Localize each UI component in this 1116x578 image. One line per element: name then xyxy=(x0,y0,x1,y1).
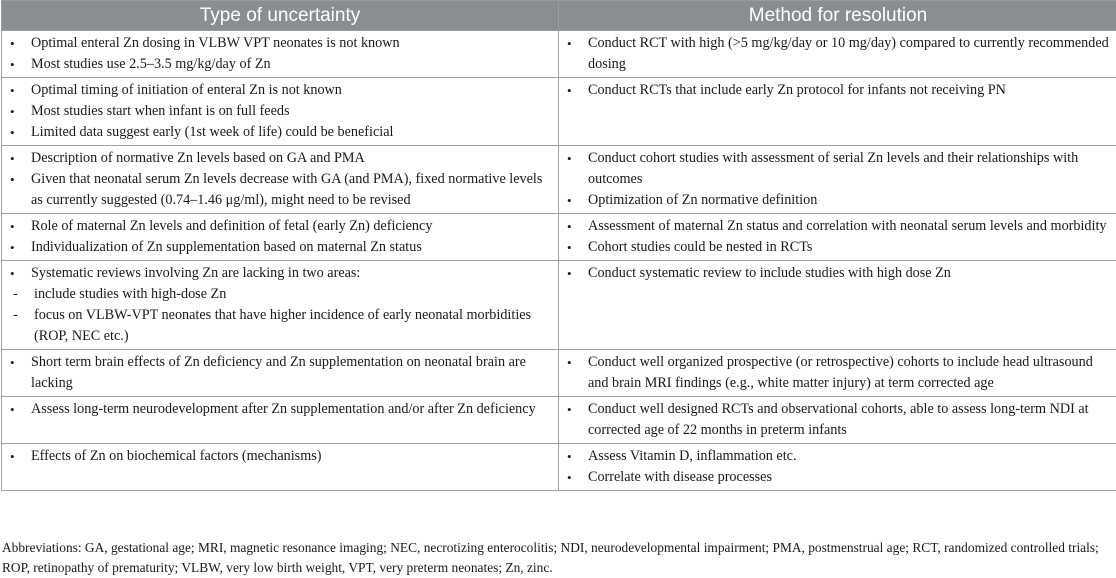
bullet-item: • Individualization of Zn supplementation based on maternal Zn status xyxy=(8,237,552,258)
bullet-item: • Most studies use 2.5–3.5 mg/kg/day of Zn xyxy=(8,54,552,75)
bullet-list xyxy=(8,352,552,394)
bullet-item: • Assessment of maternal Zn status and correlation with neonatal serum levels and morbidity xyxy=(565,216,1111,237)
bullet-item: • Assess long-term neurodevelopment after Zn supplementation and/or after Zn deficiency xyxy=(8,399,552,420)
header-method-for-resolution: Method for resolution xyxy=(559,1,1116,31)
bullet-item: • Most studies start when infant is on full feeds xyxy=(8,101,552,122)
table-row xyxy=(2,397,1116,444)
table-body xyxy=(2,31,1116,491)
resolution-cell xyxy=(559,261,1116,350)
bullet-item: • Conduct well designed RCTs and observational cohorts, able to assess long-term NDI at corrected age of 22 months in preterm infants xyxy=(565,399,1111,441)
bullet-list xyxy=(8,148,552,211)
bullet-list xyxy=(565,399,1111,441)
bullet-item: • Effects of Zn on biochemical factors (mechanisms) xyxy=(8,446,552,467)
resolution-cell xyxy=(559,146,1116,214)
table-row xyxy=(2,78,1116,146)
uncertainty-cell xyxy=(2,261,559,350)
bullet-item: • Conduct cohort studies with assessment of serial Zn levels and their relationships with outcomes xyxy=(565,148,1111,190)
table-row xyxy=(2,444,1116,491)
resolution-cell xyxy=(559,397,1116,444)
resolution-cell xyxy=(559,214,1116,261)
uncertainty-cell xyxy=(2,146,559,214)
header-type-of-uncertainty: Type of uncertainty xyxy=(2,1,559,31)
table-row xyxy=(2,146,1116,214)
bullet-list xyxy=(565,80,1111,101)
resolution-cell xyxy=(559,350,1116,397)
bullet-item: • Optimization of Zn normative definition xyxy=(565,190,1111,211)
bullet-item: • Conduct RCTs that include early Zn protocol for infants not receiving PN xyxy=(565,80,1111,101)
bullet-list xyxy=(565,352,1111,394)
uncertainty-cell xyxy=(2,350,559,397)
bullet-item: • Conduct RCT with high (>5 mg/kg/day or 10 mg/day) compared to currently recommended dosing xyxy=(565,33,1111,75)
resolution-cell xyxy=(559,31,1116,78)
uncertainty-cell xyxy=(2,397,559,444)
resolution-cell xyxy=(559,444,1116,491)
bullet-list xyxy=(565,446,1111,488)
abbreviations-footnote: Abbreviations: GA, gestational age; MRI, magnetic resonance imaging; NEC, necrotizing enterocolitis; NDI, neurodevelopmental impairment; PMA, postmenstrual age; RCT, randomized controlled trials; ROP, retinopathy of prematurity; VLBW, very low birth weight, VPT, very preterm neonates; Zn, zinc. xyxy=(2,538,1114,578)
bullet-list xyxy=(8,263,552,284)
uncertainty-table xyxy=(1,0,1116,491)
bullet-list xyxy=(8,80,552,143)
dash-item: - include studies with high-dose Zn xyxy=(8,284,552,305)
table-row xyxy=(2,350,1116,397)
uncertainty-cell xyxy=(2,214,559,261)
bullet-item: • Conduct systematic review to include studies with high dose Zn xyxy=(565,263,1111,284)
table-row xyxy=(2,261,1116,350)
bullet-item: • Optimal enteral Zn dosing in VLBW VPT neonates is not known xyxy=(8,33,552,54)
bullet-list xyxy=(8,216,552,258)
bullet-item: • Description of normative Zn levels based on GA and PMA xyxy=(8,148,552,169)
bullet-list xyxy=(8,399,552,420)
bullet-item: • Systematic reviews involving Zn are lacking in two areas: xyxy=(8,263,552,284)
bullet-list xyxy=(8,446,552,467)
bullet-list xyxy=(565,33,1111,75)
bullet-item: • Given that neonatal serum Zn levels decrease with GA (and PMA), fixed normative levels as currently suggested (0.74–1.46 μg/ml), might need to be revised xyxy=(8,169,552,211)
bullet-list xyxy=(565,148,1111,211)
bullet-item: • Cohort studies could be nested in RCTs xyxy=(565,237,1111,258)
bullet-item: • Optimal timing of initiation of enteral Zn is not known xyxy=(8,80,552,101)
dash-item: - focus on VLBW-VPT neonates that have higher incidence of early neonatal morbidities (ROP, NEC etc.) xyxy=(8,305,552,347)
table-header-row xyxy=(2,1,1116,31)
table-row xyxy=(2,31,1116,78)
bullet-item: • Assess Vitamin D, inflammation etc. xyxy=(565,446,1111,467)
uncertainty-cell xyxy=(2,444,559,491)
bullet-item: • Conduct well organized prospective (or retrospective) cohorts to include head ultrasound and brain MRI findings (e.g., white matter injury) at term corrected age xyxy=(565,352,1111,394)
bullet-item: • Limited data suggest early (1st week of life) could be beneficial xyxy=(8,122,552,143)
bullet-list xyxy=(565,263,1111,284)
bullet-list xyxy=(8,33,552,75)
bullet-item: • Correlate with disease processes xyxy=(565,467,1111,488)
bullet-list xyxy=(565,216,1111,258)
dash-sublist xyxy=(8,284,552,347)
resolution-cell xyxy=(559,78,1116,146)
bullet-item: • Short term brain effects of Zn deficiency and Zn supplementation on neonatal brain are lacking xyxy=(8,352,552,394)
table-row xyxy=(2,214,1116,261)
bullet-item: • Role of maternal Zn levels and definition of fetal (early Zn) deficiency xyxy=(8,216,552,237)
uncertainty-cell xyxy=(2,78,559,146)
uncertainty-cell xyxy=(2,31,559,78)
